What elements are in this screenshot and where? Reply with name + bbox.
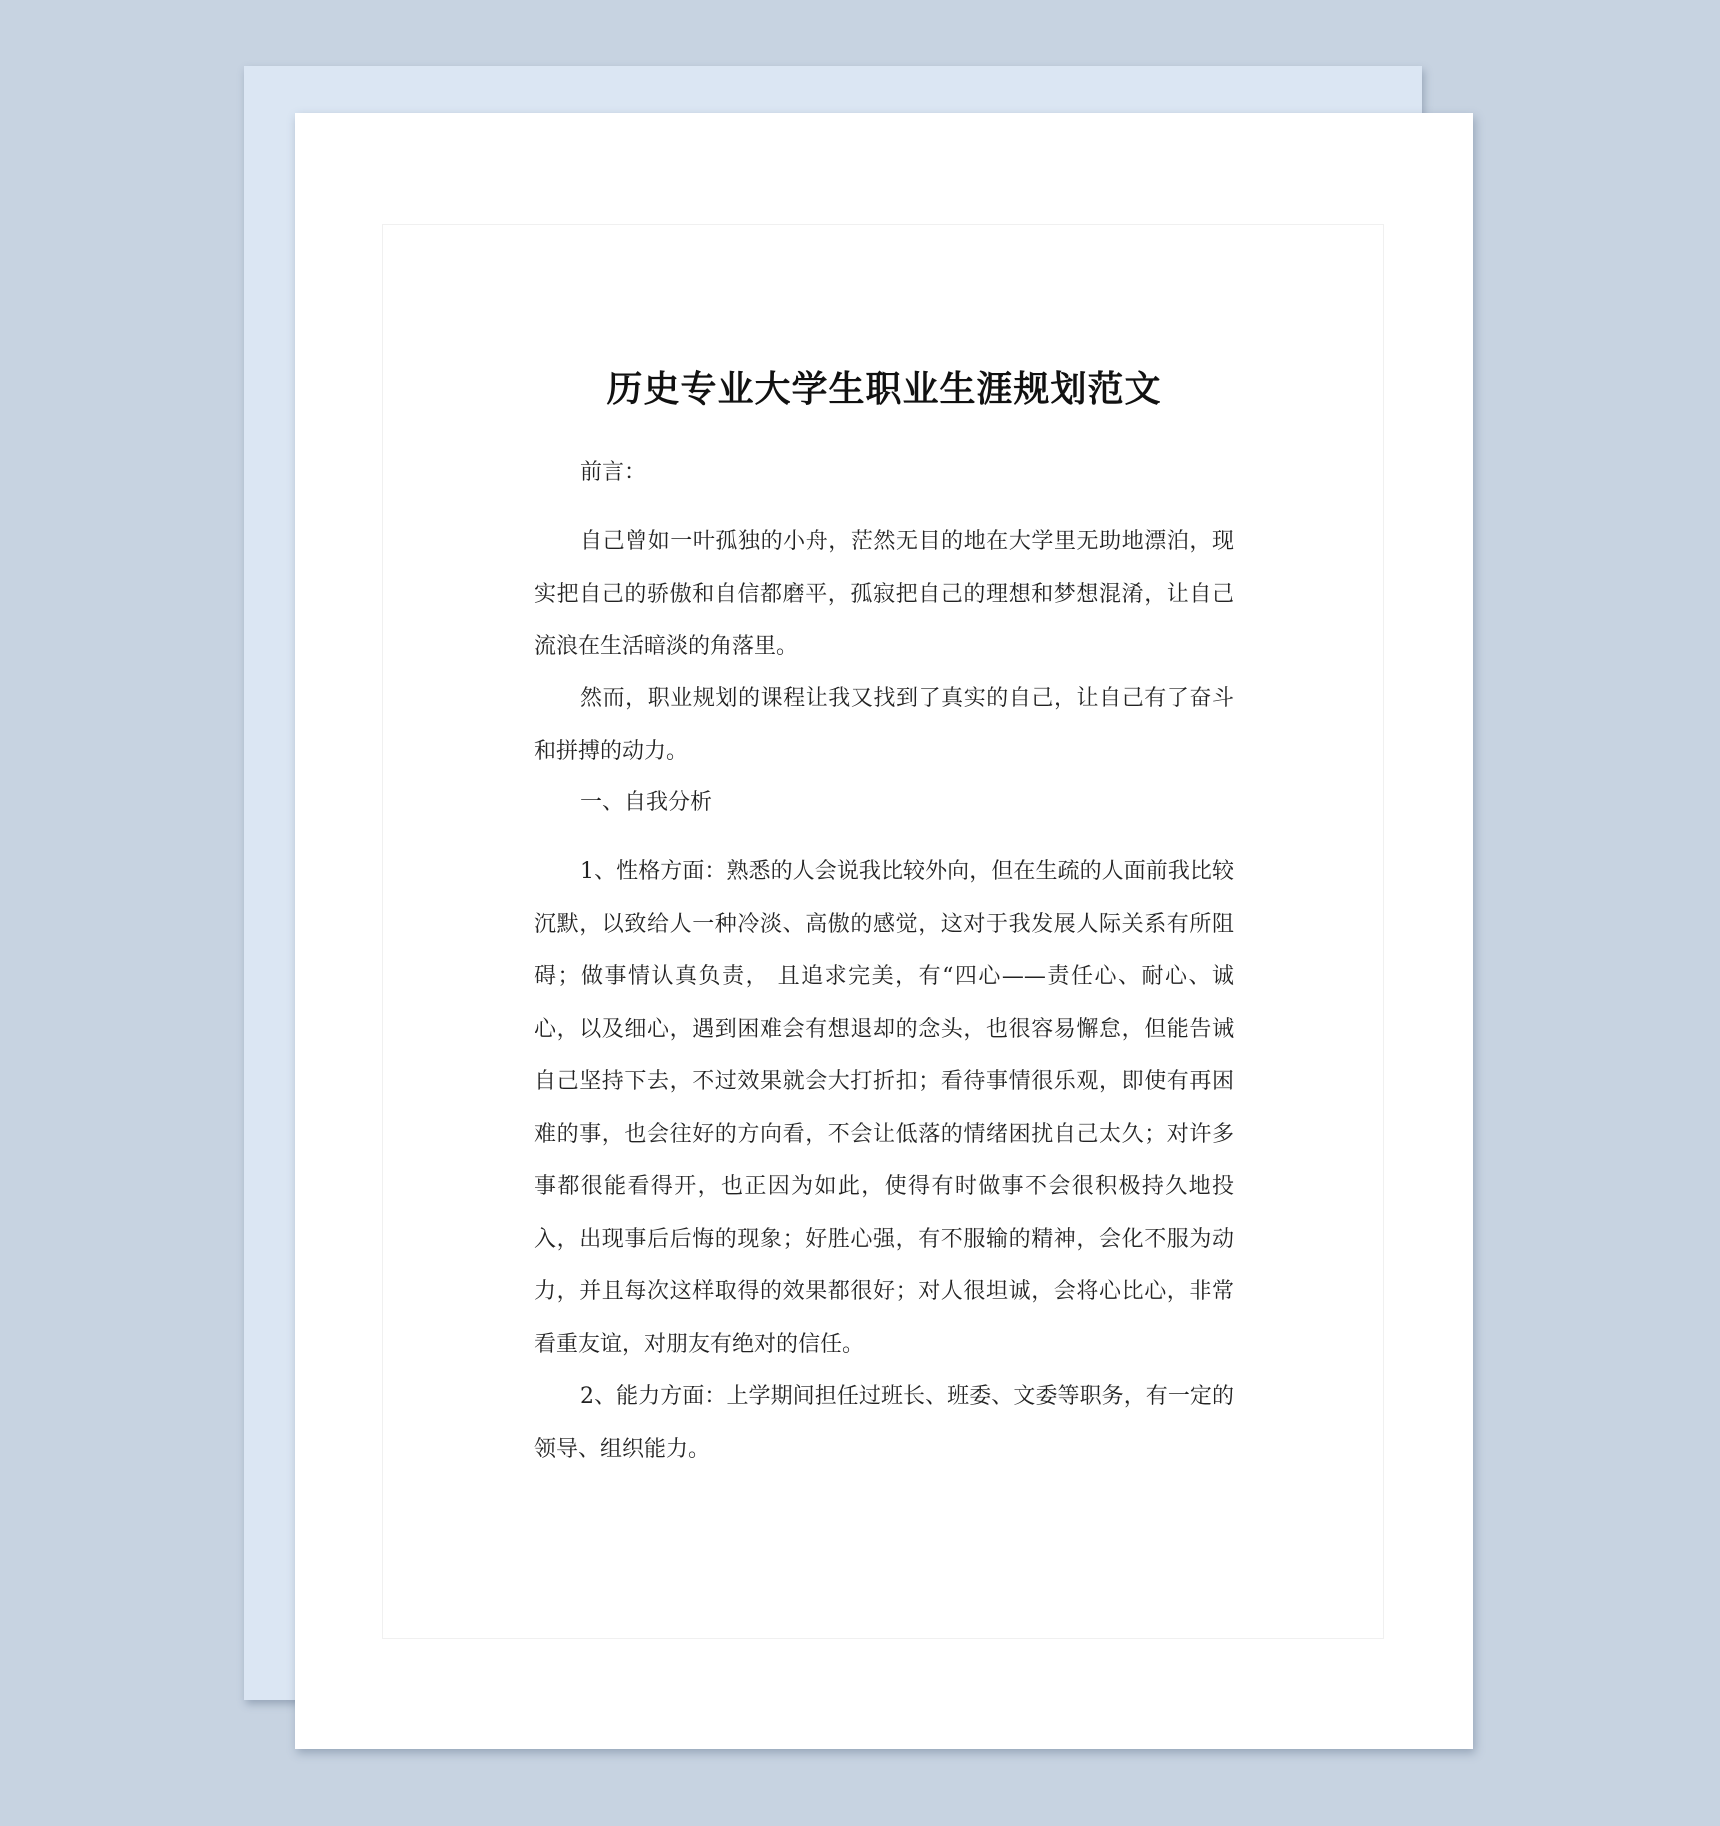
paragraph-personality: 1、性格方面：熟悉的人会说我比较外向，但在生疏的人面前我比较沉默，以致给人一种冷淡、高傲的感觉，这对于我发展人际关系有所阻碍；做事情认真负责， 且追求完美，有“四心——责任心、耐心、诚心，以及细心，遇到困难会有想退却的念头，也很容易懈怠，但能告诫自己坚持下去，不过效果就会大打折扣；看待事情很乐观，即使有再困难的事，也会往好的方向看，不会让低落的情绪困扰自己太久；对许多事都很能看得开，也正因为如此，使得有时做事不会很积极持久地投入，出现事后后悔的现象；好胜心强，有不服输的精神，会化不服为动力，并且每次这样取得的效果都很好；对人很坦诚，会将心比心，非常看重友谊，对朋友有绝对的信任。	[534, 859, 1234, 1357]
paragraph-preface-heading: 前言：	[580, 460, 647, 485]
paragraph-however: 然而，职业规划的课程让我又找到了真实的自己，让自己有了奋斗和拼搏的动力。	[534, 686, 1234, 764]
document-page	[295, 113, 1473, 1749]
paragraph-ability: 2、能力方面：上学期间担任过班长、班委、文委等职务，有一定的领导、组织能力。	[534, 1384, 1234, 1462]
section-heading-self-analysis: 一、自我分析	[580, 790, 713, 815]
paragraph-preface-text: 自己曾如一叶孤独的小舟，茫然无目的地在大学里无助地漂泊，现实把自己的骄傲和自信都磨平，孤寂把自己的理想和梦想混淆，让自己流浪在生活暗淡的角落里。	[534, 529, 1234, 659]
document-title: 历史专业大学生职业生涯规划范文	[606, 368, 1162, 410]
